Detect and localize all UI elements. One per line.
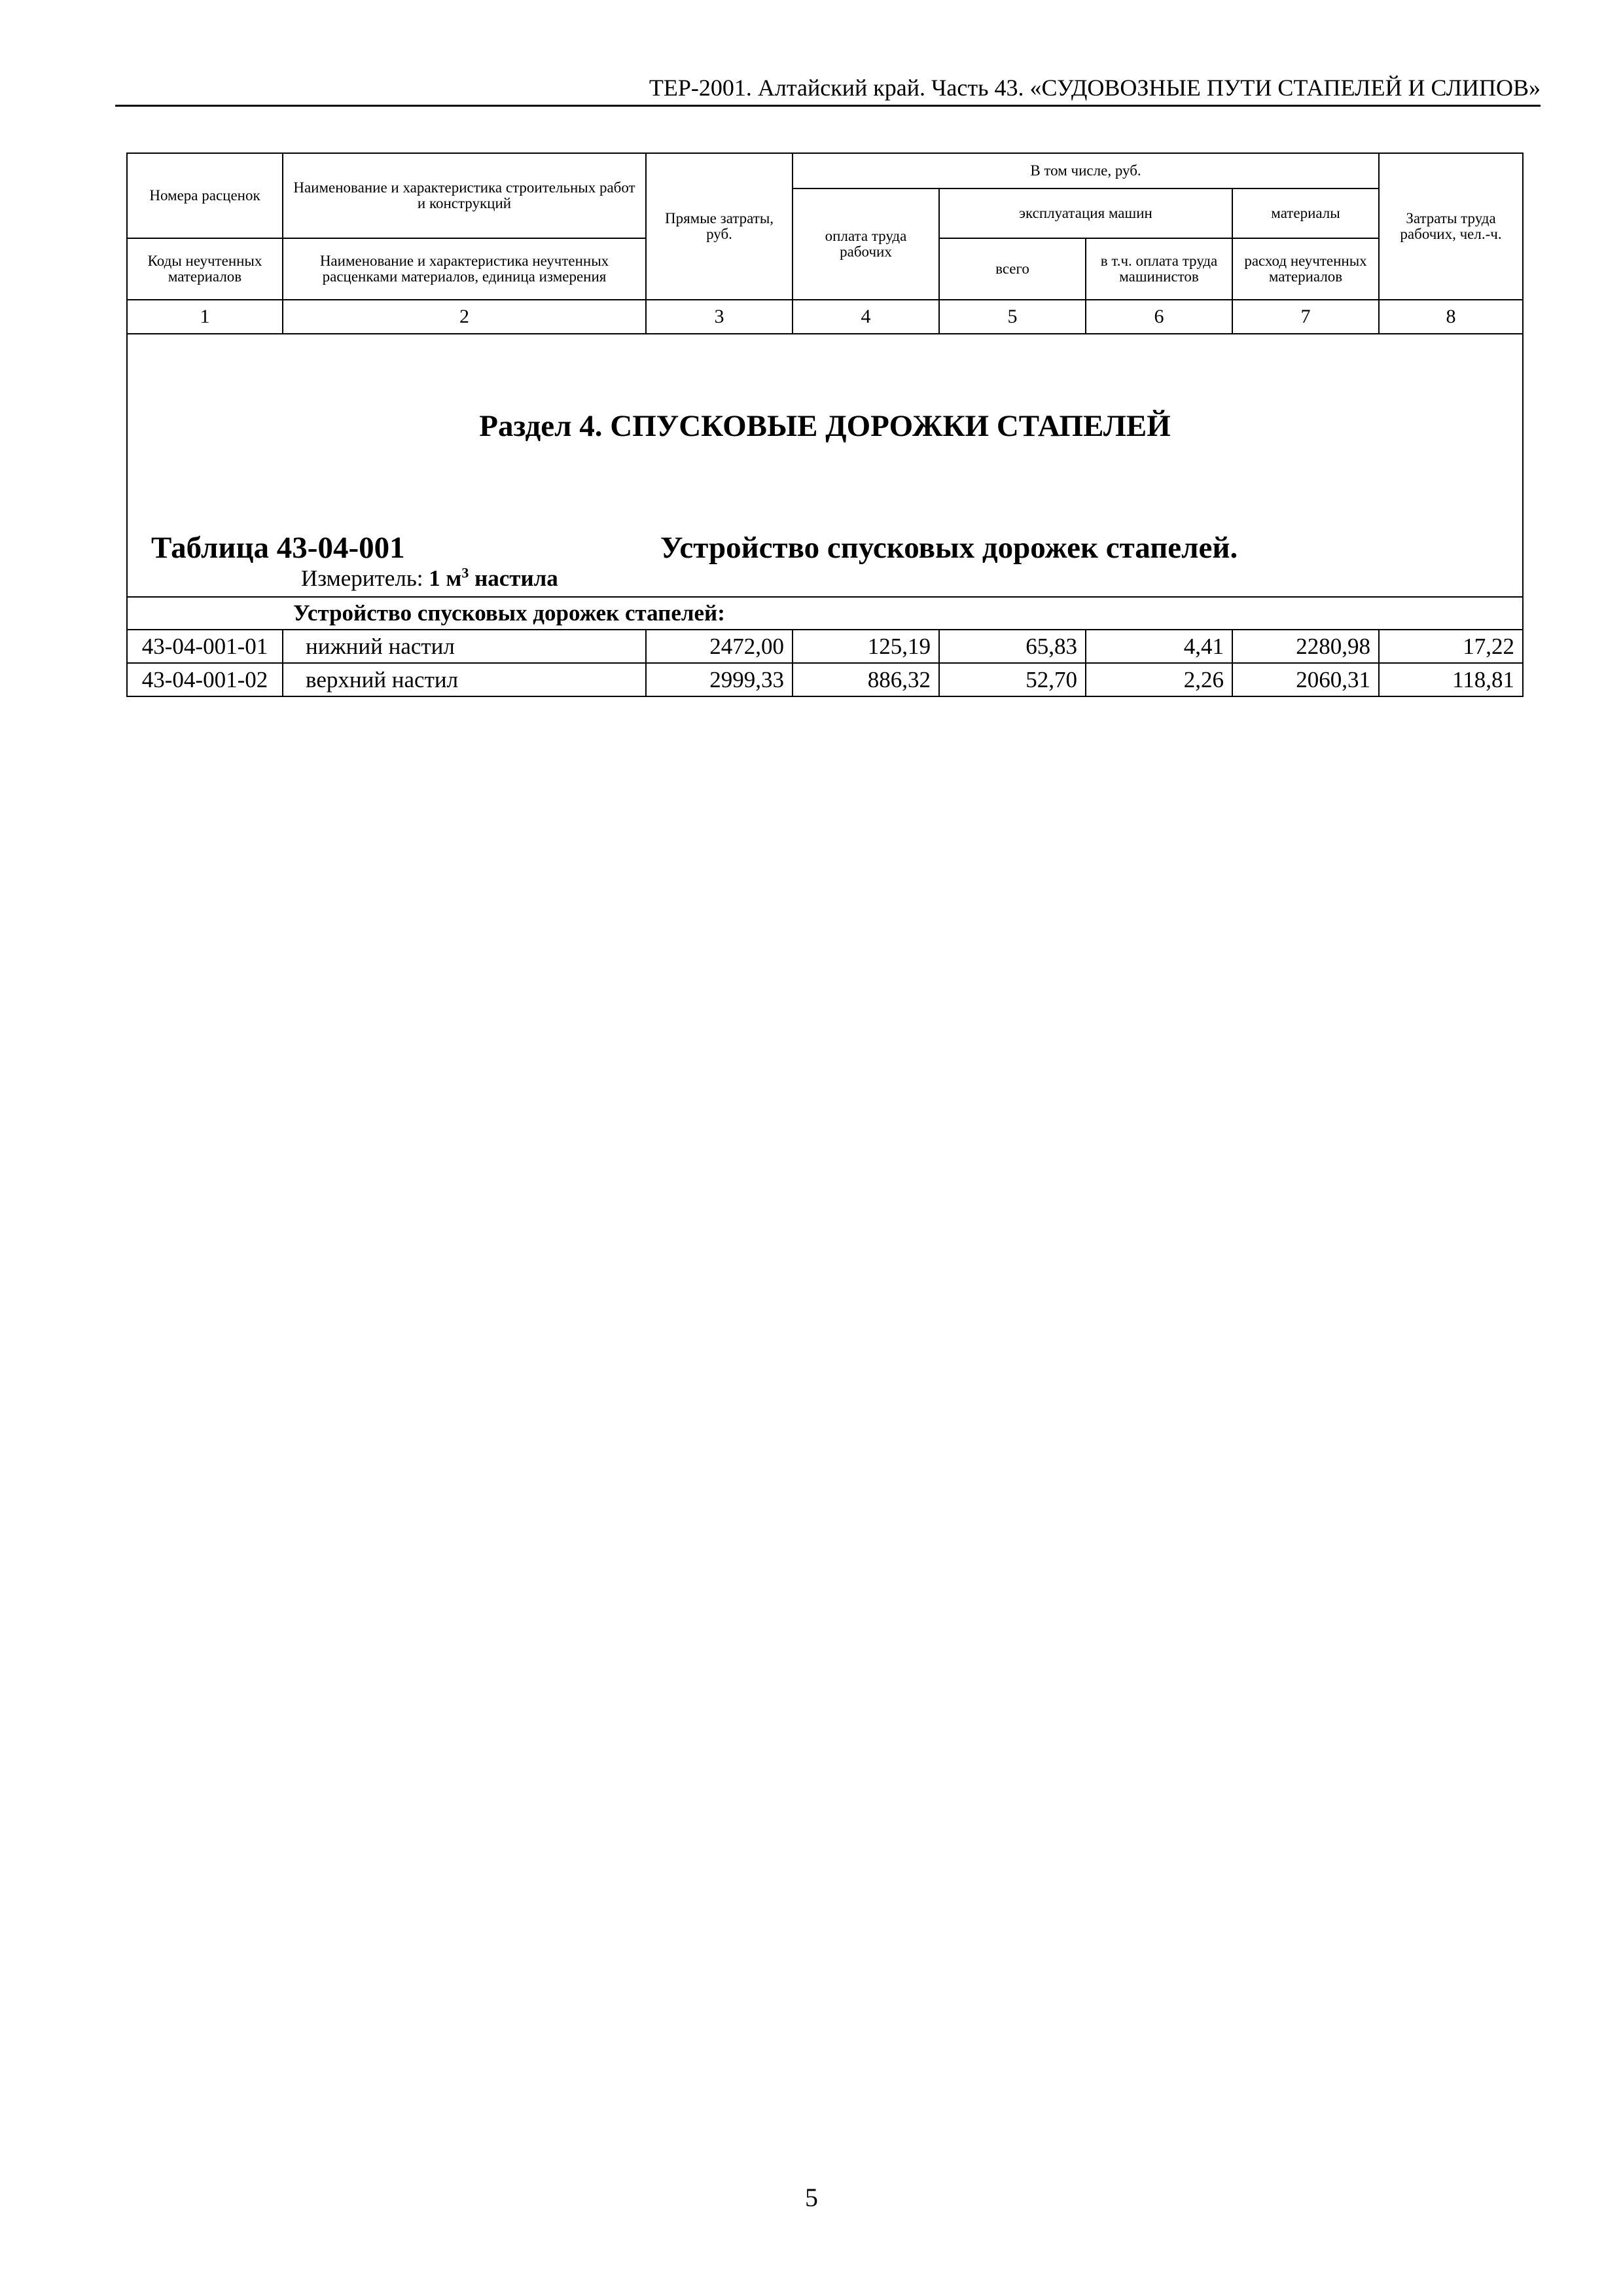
running-header: ТЕР-2001. Алтайский край. Часть 43. «СУДОВОЗНЫЕ ПУТИ СТАПЕЛЕЙ И СЛИПОВ» bbox=[649, 75, 1541, 101]
materials: 2280,98 bbox=[1232, 630, 1379, 663]
table-row bbox=[127, 630, 1523, 663]
header-including: В том числе, руб. bbox=[793, 153, 1379, 188]
labor-hours: 17,22 bbox=[1379, 630, 1523, 663]
header-row-1 bbox=[127, 153, 1523, 188]
header-direct-costs: Прямые затраты, руб. bbox=[646, 153, 793, 300]
rate-code: 43-04-001-01 bbox=[127, 630, 283, 663]
direct-costs: 2472,00 bbox=[646, 630, 793, 663]
section-cell bbox=[127, 334, 1523, 597]
measure-value: 1 м bbox=[429, 565, 462, 591]
labor-hours: 118,81 bbox=[1379, 663, 1523, 696]
work-name: нижний настил bbox=[283, 630, 646, 663]
column-numbers-row bbox=[127, 300, 1523, 334]
section-block bbox=[127, 334, 1523, 597]
section-inner bbox=[135, 334, 1514, 596]
machinist-pay: 4,41 bbox=[1086, 630, 1232, 663]
measure-sup: 3 bbox=[461, 564, 469, 581]
header-materials: материалы bbox=[1232, 188, 1379, 238]
column-number: 6 bbox=[1086, 300, 1232, 334]
header-machinist-pay: в т.ч. оплата труда машинистов bbox=[1086, 238, 1232, 300]
table-caption: Устройство спусковых дорожек стапелей. bbox=[660, 531, 1238, 565]
column-number: 1 bbox=[127, 300, 283, 334]
header-rule bbox=[115, 105, 1541, 107]
measure-suffix: настила bbox=[469, 565, 558, 591]
header-labor-hours: Затраты труда рабочих, чел.-ч. bbox=[1379, 153, 1523, 300]
materials: 2060,31 bbox=[1232, 663, 1379, 696]
labor-pay: 886,32 bbox=[793, 663, 939, 696]
column-number: 3 bbox=[646, 300, 793, 334]
column-number: 2 bbox=[283, 300, 646, 334]
column-number: 4 bbox=[793, 300, 939, 334]
header-rate-numbers: Номера расценок bbox=[127, 153, 283, 238]
measure-prefix: Измеритель: bbox=[301, 565, 429, 591]
header-material-names: Наименование и характеристика неучтенных расценками материалов, единица измерения bbox=[283, 238, 646, 300]
column-number: 5 bbox=[939, 300, 1086, 334]
rates-table bbox=[126, 152, 1524, 697]
direct-costs: 2999,33 bbox=[646, 663, 793, 696]
table-row bbox=[127, 663, 1523, 696]
machinist-pay: 2,26 bbox=[1086, 663, 1232, 696]
rate-code: 43-04-001-02 bbox=[127, 663, 283, 696]
measure-value-wrap bbox=[429, 565, 558, 591]
measure-unit bbox=[301, 565, 558, 592]
header-work-name: Наименование и характеристика строительных работ и конструкций bbox=[283, 153, 646, 238]
header-labor-pay: оплата труда рабочих bbox=[793, 188, 939, 300]
column-number: 8 bbox=[1379, 300, 1523, 334]
header-machines: эксплуатация машин bbox=[939, 188, 1232, 238]
labor-pay: 125,19 bbox=[793, 630, 939, 663]
header-material-codes: Коды неучтенных материалов bbox=[127, 238, 283, 300]
page-number: 5 bbox=[805, 2183, 818, 2212]
header-machines-total: всего bbox=[939, 238, 1086, 300]
table-label: Таблица 43-04-001 bbox=[151, 531, 405, 565]
section-title: Раздел 4. СПУСКОВЫЕ ДОРОЖКИ СТАПЕЛЕЙ bbox=[479, 409, 1171, 443]
work-name: верхний настил bbox=[283, 663, 646, 696]
header-material-consumption: расход неучтенных материалов bbox=[1232, 238, 1379, 300]
column-number: 7 bbox=[1232, 300, 1379, 334]
machines-total: 65,83 bbox=[939, 630, 1086, 663]
machines-total: 52,70 bbox=[939, 663, 1086, 696]
group-title: Устройство спусковых дорожек стапелей: bbox=[127, 597, 1523, 630]
group-row bbox=[127, 597, 1523, 630]
